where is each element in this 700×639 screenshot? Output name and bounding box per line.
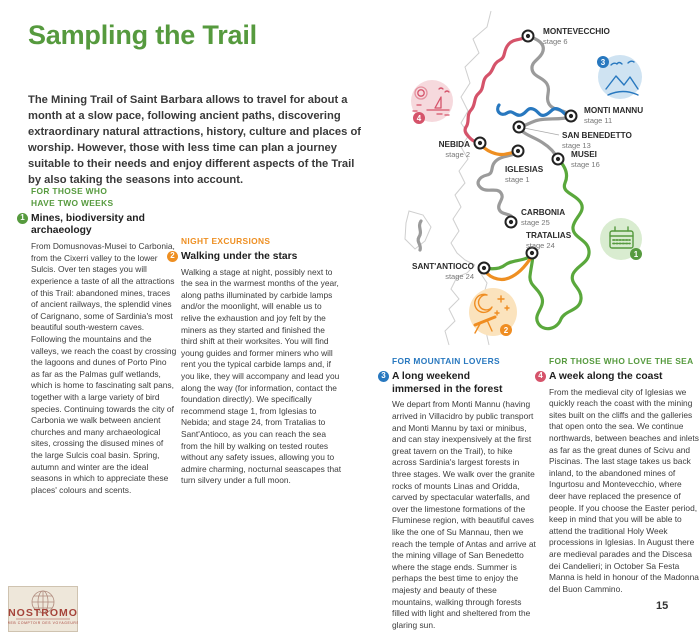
section-body: We depart from Monti Mannu (having arrived in Villacidro by public transport and Monti Mannu by taxi or minibus, and can stay inexpensively at the first great tavern on the Trail), to hike across Sardinia's largest forests in three stages. We walk over the granite rocks of mounts Linas and Oridda, carved by spectacular waterfalls, and over the limestone formations of the Fluminese region, with beautiful caves like the one of Su Mannau, then we reach the temple of Antas and arrive at the mining village of San Benedetto where the stage ends. Summer is perhaps the best time to enjoy the majesty and beauty of these mountains, walking through forests filled with light and sheltered from the glaring sun.: [392, 399, 536, 630]
section-eyebrow: FOR THOSE WHO LOVE THE SEA: [549, 356, 694, 366]
stage-montevecchio: stage 6: [543, 37, 568, 46]
section-title: Walking under the stars: [181, 250, 298, 262]
map-marker-nebida: [475, 138, 486, 149]
section-title: Mines, biodiversity and archaeology: [31, 212, 145, 237]
map-marker-santantioco: [479, 263, 490, 274]
section-number-badge: 2: [167, 251, 178, 262]
section-number-badge: 3: [378, 371, 389, 382]
section-body: From Domusnovas-Musei to Carbonia, from the Cixerri valley to the lower Sulcis. Over ten stages you will experience a taste of all the attractions of this Trail: abandoned mines, traces of ancient railways, the splendid vines of Carignano, some of Sardinia's most beautiful south-western caves. Following the mountains and the valleys, we reach the coast by crossing the lagoons and dunes of Porto Pino as far as the Palmas gulf wetlands, which is home to fascinating salt pans, together with a large variety of bird species. Continuing towards the city of Carbonia we walk between ancient churches and many archaeological sites, crossing the disused mines of the large Sulcis coal basin. Spring, autumn and winter are the ideal seasons in which to appreciate these places' colours and scents.: [31, 241, 177, 495]
map-marker-montimannu: [566, 111, 577, 122]
route-montimannu-sanbenedetto: [519, 116, 571, 127]
section-body: Walking a stage at night, possibly next to the sea in the warmest months of the year, along paths illuminated by carbide lamps and/or the moonlight, will enable us to relive the exhaustion and joy felt by the miners as they started and finished the third shift at their worksites. You will find young guides and former miners who will rent you the typical carbide lamps and, if you like, they will accompany and lead you along the way (for information, contact the foundation directly). We specifically recommend stage 1, from Iglesias to Nebida; and stage 24, from Tratalias to Sant'Antioco, as you can reach the sea from the hill by walking on tested routes without any safety issues, allowing you to admire charming, nocturnal seascapes that turn silvery under a full moon.: [181, 266, 342, 486]
label-santantioco: SANT'ANTIOCO: [412, 262, 474, 271]
section-title: A week along the coast: [549, 370, 663, 382]
map-badge-mountain: 3: [600, 58, 606, 67]
nostromo-logo: [8, 586, 78, 632]
section-eyebrow: NIGHT EXCURSIONS: [181, 236, 271, 246]
stage-musei: stage 16: [571, 160, 600, 169]
label-montimannu: MONTI MANNU: [584, 106, 644, 115]
section-mountain-lovers: [381, 356, 538, 631]
map-badge-two-weeks: 1: [633, 250, 639, 259]
theme-icon-mountain: [597, 55, 642, 99]
map-marker-musei: [553, 154, 564, 165]
section-love-the-sea: [538, 356, 699, 595]
section-eyebrow: FOR THOSE WHO HAVE TWO WEEKS: [31, 186, 114, 208]
map-badge-night: 2: [503, 326, 509, 335]
map-marker-sanbenedetto: [514, 122, 525, 133]
map-marker-iglesias: [513, 146, 524, 157]
label-montevecchio: MONTEVECCHIO: [543, 27, 610, 36]
stage-montimannu: stage 11: [584, 116, 613, 125]
route-sanbenedetto-musei: [519, 127, 558, 159]
section-number-badge: 1: [17, 213, 28, 224]
stage-nebida: stage 2: [445, 150, 470, 159]
section-night-excursions: [170, 236, 343, 487]
stage-santantioco: stage 24: [445, 272, 474, 281]
page-number: 15: [656, 600, 669, 612]
logo-subtitle: WEB COMPTOIR DES VOYAGEURS: [8, 621, 78, 625]
theme-icon-sea: [411, 80, 453, 124]
stage-sanbenedetto: stage 13: [562, 141, 591, 150]
label-carbonia: CARBONIA: [521, 208, 566, 217]
section-title: A long weekend immersed in the forest: [392, 370, 503, 395]
label-iglesias: IGLESIAS: [505, 165, 544, 174]
map-marker-montevecchio: [523, 31, 534, 42]
route-iglesias-carbonia: [478, 151, 518, 222]
stage-carbonia: stage 25: [521, 218, 550, 227]
section-two-weeks: [20, 186, 177, 496]
map-badge-sea: 4: [416, 114, 422, 123]
route-blue-montimannu: [498, 105, 571, 116]
theme-icon-two-weeks: [600, 218, 642, 260]
route-montevecchio-montimannu: [528, 36, 571, 116]
theme-icon-night: [469, 288, 517, 336]
label-nebida: NEBIDA: [438, 140, 470, 149]
route-island-segment: [418, 221, 421, 250]
page-title: Sampling the Trail: [28, 20, 257, 50]
logo-title: NOSTROMO: [8, 607, 78, 619]
label-tratalias: TRATALIAS: [526, 231, 572, 240]
section-body: From the medieval city of Iglesias we quickly reach the coast with the mining sites built on the cliffs and the galleries that open onto the sea. We continue northwards, between beaches and inlets as far as the great dunes of Scivu and Piscinas. The last stage takes us back inland, to the abandoned mines of Ingurtosu and Montevecchio, where deer have replaced the presence of people. If you choose the Easter period, keep in mind that you will be able to attend the traditional Holy Week processions in Iglesias. In August there are medieval parades and the Discesa dei Candelieri; in October Sa Festa Manna is held in honour of the Madonna del Buon Cammino.: [549, 386, 699, 594]
map-marker-carbonia: [506, 217, 517, 228]
intro-paragraph: The Mining Trail of Saint Barbara allows to travel for about a month at a slow pace, following ancient paths, discovering extraordinary natural attractions, history, culture and places of worship. However, those with less time can plan a journey suitable to their needs and enjoy different aspects of the Trail by also taking the seasons into account.: [28, 94, 362, 187]
section-number-badge: 4: [535, 371, 546, 382]
stage-tratalias: stage 24: [526, 241, 555, 250]
trail-map: [375, 5, 700, 355]
stage-iglesias: stage 1: [505, 175, 530, 184]
label-musei: MUSEI: [571, 150, 597, 159]
label-sanbenedetto: SAN BENEDETTO: [562, 131, 632, 140]
section-eyebrow: FOR MOUNTAIN LOVERS: [392, 356, 500, 366]
